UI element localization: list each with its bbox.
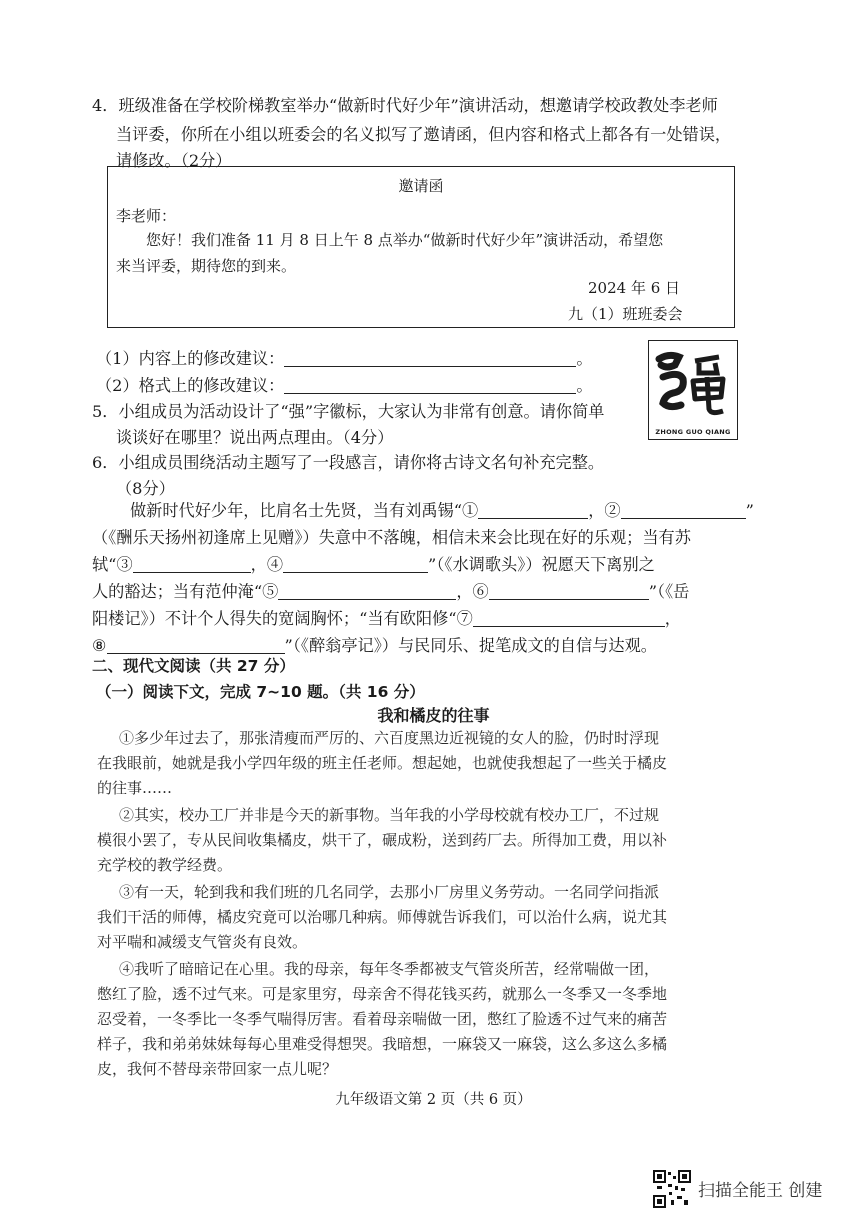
q4-line-1: 4．班级准备在学校阶梯教室举办“做新时代好少年”演讲活动，想邀请学校政教处李老师 <box>92 96 718 115</box>
q6-p6b: ”（《醉翁亭记》）与民同乐、捉笔成文的自信与达观。 <box>284 636 657 655</box>
q6-para-line-2: （《酬乐天扬州初逢席上见赠》）失意中不落魄，相信未来会比现在好的乐观；当有苏 <box>92 528 691 547</box>
q4-line-2: 当评委，你所在小组以班委会的名义拟写了邀请函，但内容和格式上都各有一处错误， <box>116 125 732 144</box>
article-line: 憋红了脸，透不过气来。可是家里穷，母亲舍不得花钱买药，就那么一冬季又一冬季地 <box>97 985 668 1003</box>
page-footer: 九年级语文第 2 页（共 6 页） <box>335 1092 532 1108</box>
article-line: ①多少年过去了，那张清瘦而严厉的、六百度黑边近视镜的女人的脸，仍时时浮现 <box>119 729 660 747</box>
invitation-signature: 九（1）班班委会 <box>568 305 683 323</box>
blank-2[interactable] <box>621 501 746 519</box>
article-line: 忍受着，一冬季比一冬季气喘得厉害。看着母亲喘做一团，憋红了脸透不过气来的痛苦 <box>97 1010 668 1028</box>
q6-line-2: （8分） <box>116 479 175 498</box>
q6-p4b: ，⑥ <box>456 582 489 601</box>
q5-line-1: 5．小组成员为活动设计了“强”字徽标，大家认为非常有创意。请你简单 <box>92 402 605 421</box>
q6-para-line-1 <box>130 497 754 524</box>
blank-5[interactable] <box>278 582 456 600</box>
q4-answer-1-blank[interactable] <box>284 349 576 367</box>
q6-para-line-4 <box>92 578 689 605</box>
question-4 <box>92 92 852 174</box>
q6-line-1: 6．小组成员围绕活动主题写了一段感言，请你将古诗文名句补充完整。 <box>92 453 605 472</box>
q6-p3a: 轼“③ <box>92 555 133 574</box>
question-5 <box>92 398 652 454</box>
q6-p1c: ” <box>745 501 754 520</box>
article-body <box>97 724 777 1078</box>
invitation-title: 邀请函 <box>398 177 444 195</box>
invitation-body-line-1: 您好！我们准备 11 月 8 日上午 8 点举办“做新时代好少年”演讲活动，希望您 <box>146 231 664 249</box>
q6-p4a: 人的豁达；当有范仲淹“⑤ <box>92 582 279 601</box>
q6-para-line-3 <box>92 551 655 578</box>
q4-line-3: 请修改。（2分） <box>116 151 232 170</box>
q6-p6a: ⑧ <box>92 636 107 655</box>
q6-p4c: ”（《岳 <box>648 582 690 601</box>
q4-answer-2-blank[interactable] <box>284 376 576 394</box>
question-6 <box>92 449 852 655</box>
q4-answer-2 <box>96 372 593 399</box>
article-line: 皮，我何不替母亲带回家一点儿呢？ <box>97 1060 338 1078</box>
qiang-logo <box>648 340 738 440</box>
scanner-watermark: 扫描全能王 创建 <box>698 1181 823 1201</box>
article-title: 我和橘皮的往事 <box>377 706 490 725</box>
blank-8[interactable] <box>107 636 285 654</box>
blank-3[interactable] <box>133 555 251 573</box>
article-line: ②其实，校办工厂并非是今天的新事物。当年我的小学母校就有校办工厂，不过规 <box>119 806 660 824</box>
invitation-letter-box <box>107 166 735 328</box>
qiang-logo-graphic <box>649 343 737 423</box>
q4-answer-1-label: （1）内容上的修改建议： <box>96 349 285 368</box>
article-line: 模很小罢了，专从民间收集橘皮，烘干了，碾成粉，送到药厂去。所得加工费，用以补 <box>97 831 668 849</box>
invitation-salutation: 李老师： <box>116 207 177 225</box>
qr-code-icon <box>653 1170 691 1208</box>
q6-p1a: 做新时代好少年，比肩名士先贤，当有刘禹锡“① <box>130 501 479 520</box>
invitation-body-line-2: 来当评委，期待您的到来。 <box>116 257 297 275</box>
article-line: ③有一天，轮到我和我们班的几名同学，去那小厂房里义务劳动。一名同学问指派 <box>119 883 660 901</box>
q5-line-2: 谈谈好在哪里？说出两点理由。（4分） <box>116 428 394 447</box>
q6-para-line-5 <box>92 605 681 632</box>
blank-6[interactable] <box>489 582 649 600</box>
invitation-date: 2024 年 6 日 <box>588 279 681 297</box>
q6-p5b: ， <box>664 609 681 628</box>
q4-answer-1-end: 。 <box>576 349 593 368</box>
q4-answer-1 <box>96 345 593 372</box>
article-line: 我们干活的师傅，橘皮究竟可以治哪几种病。师傅就告诉我们，可以治什么病，说尤其 <box>97 908 668 926</box>
q4-answer-2-label: （2）格式上的修改建议： <box>96 376 285 395</box>
section-2-heading: 二、现代文阅读（共 27 分） <box>92 657 295 675</box>
blank-4[interactable] <box>283 555 428 573</box>
q4-answer-2-end: 。 <box>576 376 593 395</box>
blank-1[interactable] <box>478 501 588 519</box>
article-line: 对平喘和减缓支气管炎有良效。 <box>97 933 308 951</box>
article-line: 的往事…… <box>97 779 173 797</box>
article-line: 样子，我和弟弟妹妹每每心里难受得想哭。我暗想，一麻袋又一麻袋，这么多这么多橘 <box>97 1035 668 1053</box>
article-line: ④我听了暗暗记在心里。我的母亲，每年冬季都被支气管炎所苦，经常喘做一团， <box>119 960 660 978</box>
q6-p3c: ”（《水调歌头》）祝愿天下离别之 <box>428 555 655 574</box>
q6-p5a: 阳楼记》）不计个人得失的宽阔胸怀；“当有欧阳修“⑦ <box>92 609 473 628</box>
article-line: 充学校的教学经费。 <box>97 856 233 874</box>
section-2-subheading: （一）阅读下文，完成 7~10 题。（共 16 分） <box>96 683 425 701</box>
q6-p3b: ，④ <box>250 555 284 574</box>
qiang-logo-caption: ZHONG GUO QIANG <box>655 428 731 436</box>
article-line: 在我眼前，她就是我小学四年级的班主任老师。想起她，也就使我想起了一些关于橘皮 <box>97 754 668 772</box>
blank-7[interactable] <box>473 609 665 627</box>
q6-p1b: ，② <box>588 501 621 520</box>
